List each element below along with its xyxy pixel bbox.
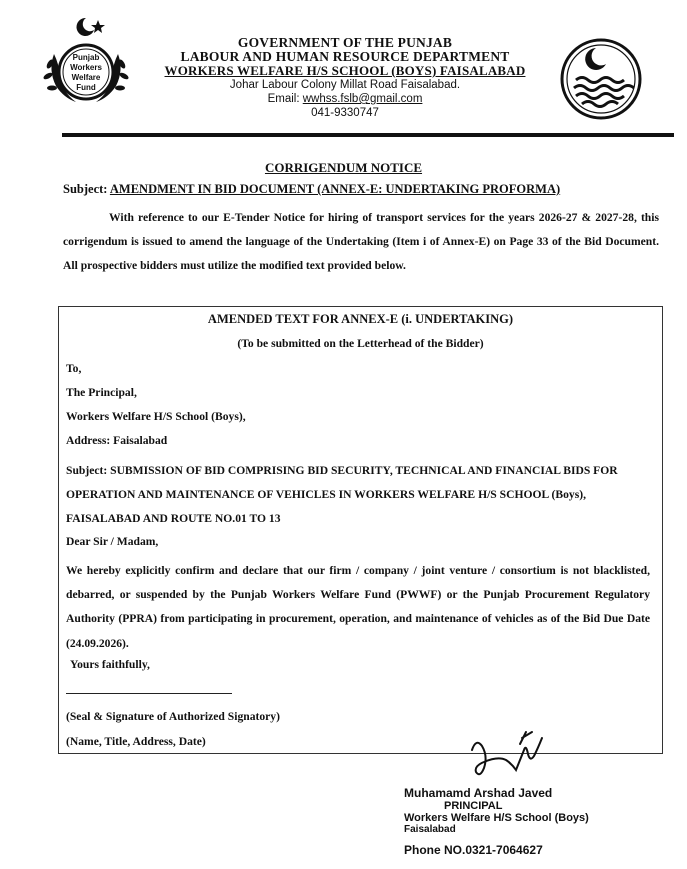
letterhead xyxy=(150,36,540,120)
addressee-line-3: Address: Faisalabad xyxy=(66,434,168,447)
signatory-phone: Phone NO.0321-7064627 xyxy=(404,843,543,857)
undertaking-subject: Subject: SUBMISSION OF BID COMPRISING BID SECURITY, TECHNICAL AND FINANCIAL BIDS FOR OPERATION AND MAINTENANCE OF VEHICLES IN WORKERS WELFARE H/S SCHOOL (Boys), FAISALABAD AND ROUTE NO.01 TO 13 xyxy=(66,464,618,526)
email-line xyxy=(150,92,540,106)
undertaking-body: We hereby explicitly confirm and declare that our firm / company / joint venture / consortium is not blacklisted, debarred, or suspended by the Punjab Workers Welfare Fund (PWWF) or the Punjab Procurement Regulatory Authority (PPRA) from participating in procurement, operation, and maintenance of vehicles as of the Bid Due Date (24.09.2026). xyxy=(66,564,650,650)
email-label: Email: xyxy=(267,93,300,105)
subject-text: AMENDMENT IN BID DOCUMENT (ANNEX-E: UNDERTAKING PROFORMA) xyxy=(109,182,561,196)
signatory-block xyxy=(404,786,674,857)
svg-text:Punjab: Punjab xyxy=(72,53,100,62)
header-divider xyxy=(62,133,674,137)
email-link[interactable]: wwhss.fslb@gmail.com xyxy=(302,93,423,105)
svg-text:Welfare: Welfare xyxy=(71,73,101,82)
handwritten-signature xyxy=(462,730,562,790)
school-address: Johar Labour Colony Millat Road Faisalabad. xyxy=(229,79,461,91)
department-title: LABOUR AND HUMAN RESOURCE DEPARTMENT xyxy=(180,49,510,64)
signatory-title: PRINCIPAL xyxy=(444,800,503,812)
header-phone: 041-9330747 xyxy=(311,107,379,119)
closing: Yours faithfully, xyxy=(70,658,150,671)
addressee-line-1: The Principal, xyxy=(66,386,137,399)
svg-text:Fund: Fund xyxy=(76,83,96,92)
seal-label: (Seal & Signature of Authorized Signatory) xyxy=(66,710,280,723)
svg-text:Workers: Workers xyxy=(70,63,102,72)
signatory-school: Workers Welfare H/S School (Boys) xyxy=(404,812,589,824)
notice-subject xyxy=(63,182,683,197)
notice-title: CORRIGENDUM NOTICE xyxy=(264,160,423,175)
government-title: GOVERNMENT OF THE PUNJAB xyxy=(237,35,453,50)
subject-label: Subject: xyxy=(63,182,108,196)
amended-subtitle: (To be submitted on the Letterhead of the Bidder) xyxy=(237,337,484,350)
amended-title: AMENDED TEXT FOR ANNEX-E (i. UNDERTAKING) xyxy=(207,312,514,326)
name-title-label: (Name, Title, Address, Date) xyxy=(66,735,206,748)
signatory-name: Muhamamd Arshad Javed xyxy=(404,786,553,800)
punjab-government-emblem-icon xyxy=(560,38,642,120)
intro-paragraph: With reference to our E-Tender Notice for hiring of transport services for the years 2026-27 & 2027-28, this corrigendum is issued to amend the language of the Undertaking (Item i of Annex-E) on Page 33 of the Bid Document. All prospective bidders must utilize the modified text provided below. xyxy=(63,211,659,272)
signatory-city: Faisalabad xyxy=(404,824,456,835)
to-line: To, xyxy=(66,362,82,375)
addressee-line-2: Workers Welfare H/S School (Boys), xyxy=(66,410,246,423)
salutation: Dear Sir / Madam, xyxy=(66,535,159,548)
signature-line xyxy=(66,693,232,694)
school-title: WORKERS WELFARE H/S SCHOOL (BOYS) FAISALABAD xyxy=(164,63,526,78)
pwwf-emblem-icon xyxy=(40,14,132,114)
